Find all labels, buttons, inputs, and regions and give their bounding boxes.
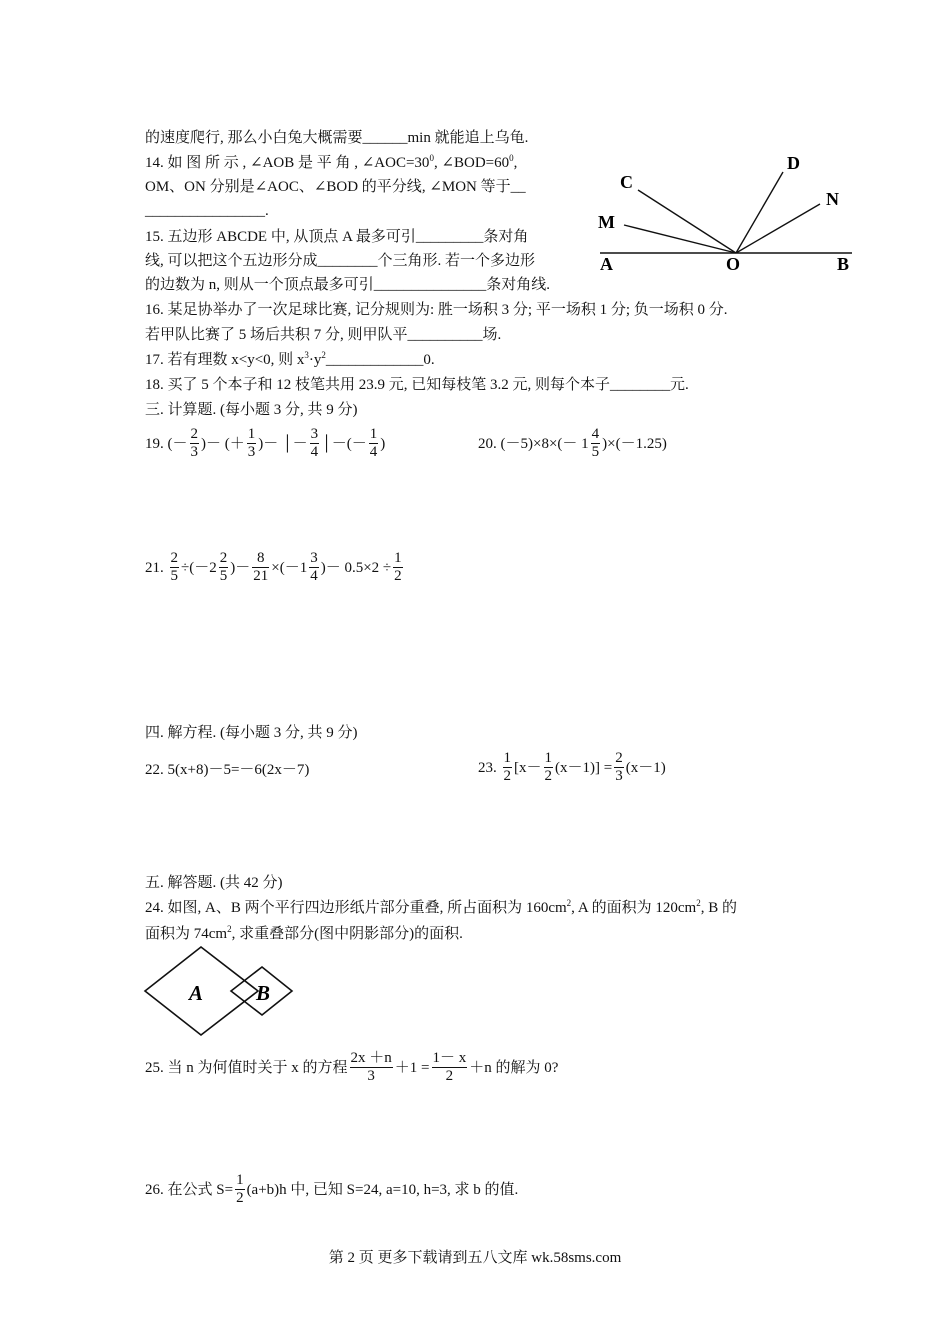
math-text: ÷(－2 [181, 559, 217, 576]
math-text: (x－1) [625, 759, 666, 776]
fraction [350, 1050, 393, 1085]
math-text: 2 [566, 898, 572, 908]
label-o: O [726, 254, 741, 274]
q15-line3: 的边数为 n, 则从一个顶点最多可引_______________条对角线. [145, 277, 551, 293]
math-text: 3 [304, 350, 309, 360]
fraction-denominator: 5 [219, 568, 228, 584]
fraction [170, 550, 180, 585]
fraction-denominator: 5 [591, 444, 600, 460]
math-text: 0 [509, 153, 514, 163]
math-text: 2 [696, 898, 701, 908]
fraction-numerator: 1－ x [432, 1050, 467, 1066]
label-c: C [620, 172, 633, 192]
fraction-numerator: 1 [394, 550, 402, 566]
fraction [591, 426, 601, 461]
math-text: ×(－1 [271, 559, 308, 576]
section-3-heading: 三. 计算题. (每小题 3 分, 共 9 分) [145, 402, 358, 418]
math-text: (－ [167, 435, 188, 452]
fraction-numerator: 2x ＋n [350, 1050, 392, 1066]
math-text: )－ 0.5×2 ÷ [320, 559, 392, 576]
text-run: 14. 如 图 所 示 , ∠AOB 是 平 角 , ∠AOC=30 [145, 155, 430, 171]
q13-tail: 的速度爬行, 那么小白兔大概需要______min 就能追上乌龟. [145, 130, 529, 146]
fraction-denominator: 2 [445, 1068, 454, 1084]
label-n: N [826, 189, 839, 209]
fraction-denominator: 2 [236, 1190, 244, 1206]
text-run: , B 的 [700, 900, 737, 916]
math-text: )－ │－ [258, 435, 308, 452]
fraction [369, 426, 379, 461]
q18: 18. 买了 5 个本子和 12 枝笔共用 23.9 元, 已知每枝笔 3.2 元, 则每个本子________元. [145, 377, 689, 393]
fraction [503, 750, 513, 785]
fraction-denominator: 4 [310, 444, 319, 460]
q23-expression [478, 750, 666, 785]
text-run: 面积为 74cm [145, 926, 228, 942]
ray-oc [638, 190, 736, 253]
fraction-numerator: 1 [369, 426, 378, 442]
q26-expression [145, 1172, 518, 1207]
fraction-numerator: 8 [252, 550, 269, 568]
fraction-numerator: 3 [310, 426, 319, 442]
q22: 22. 5(x+8)－5=－6(2x－7) [145, 762, 310, 778]
label-a: A [600, 254, 613, 274]
fraction-numerator: 2 [190, 426, 198, 442]
ray-od [736, 172, 783, 253]
fraction [247, 426, 257, 461]
q19-expression [145, 426, 385, 461]
math-text: 21. [145, 559, 164, 576]
fraction-numerator: 3 [310, 550, 318, 566]
page-footer: 第 2 页 更多下载请到五八文库 wk.58sms.com [328, 1250, 622, 1266]
fraction-numerator: 1 [236, 1172, 244, 1188]
parallelogram-figure [142, 945, 297, 1037]
fraction [544, 750, 554, 785]
math-text: )－ (＋ [201, 435, 245, 452]
math-text: 26. 在公式 S= [145, 1181, 234, 1198]
section-5-heading: 五. 解答题. (共 42 分) [145, 875, 283, 891]
fraction-numerator: 1 [544, 750, 552, 766]
fraction [614, 750, 624, 785]
fraction-numerator: 2 [219, 550, 228, 566]
math-text: 2 [227, 924, 232, 934]
math-text: ＋1 = [394, 1059, 430, 1076]
math-text: 20. (－5)×8×(－ 1 [478, 435, 589, 452]
q20-expression [478, 426, 667, 461]
text-run: 24. 如图, A、B 两个平行四边形纸片部分重叠, 所占面积为 160cm [145, 900, 567, 916]
fraction [432, 1050, 468, 1085]
q16-line1: 16. 某足协举办了一次足球比赛, 记分规则为: 胜一场积 3 分; 平一场积 1 分; 负一场积 0 分. [145, 302, 728, 318]
fraction-denominator: 3 [247, 444, 256, 460]
q21-expression [145, 550, 405, 585]
q15-line2: 线, 可以把这个五边形分成________个三角形. 若一个多边形 [145, 253, 536, 269]
fraction-denominator: 3 [615, 768, 623, 784]
label-b: B [837, 254, 850, 274]
angle-figure [596, 148, 858, 276]
text-run: , A 的面积为 120cm [571, 900, 697, 916]
text-run: , ∠BOD=60 [433, 155, 510, 171]
math-text: 25. 当 n 为何值时关于 x 的方程 [145, 1059, 348, 1076]
math-text: 23. [478, 759, 497, 776]
math-text: 2 [321, 350, 326, 360]
q14-line1 [145, 153, 517, 173]
label-a: A [189, 981, 204, 1005]
math-text: 19. [145, 435, 164, 452]
text-run: _____________0. [325, 352, 435, 368]
fraction-denominator: 3 [367, 1068, 375, 1084]
fraction-numerator: 2 [615, 750, 623, 766]
fraction [235, 1172, 245, 1207]
fraction [309, 550, 319, 585]
text-run: ·y [308, 352, 322, 368]
fraction-denominator: 21 [253, 568, 269, 584]
math-text: (a+b)h 中, 已知 S=24, a=10, h=3, 求 b 的值. [246, 1181, 519, 1198]
fraction-denominator: 2 [503, 768, 511, 784]
fraction-denominator: 2 [394, 568, 402, 584]
q15-line1: 15. 五边形 ABCDE 中, 从顶点 A 最多可引_________条对角 [145, 229, 529, 245]
q17 [145, 350, 435, 370]
q16-line2: 若甲队比赛了 5 场后共积 7 分, 则甲队平__________场. [145, 327, 502, 343]
fraction [252, 550, 269, 585]
q14-line3: ________________. [145, 203, 269, 219]
q24-line1 [145, 898, 737, 918]
fraction-denominator: 5 [170, 568, 178, 584]
fraction-denominator: 2 [544, 768, 552, 784]
section-4-heading: 四. 解方程. (每小题 3 分, 共 9 分) [145, 725, 358, 741]
text-run: , [513, 155, 518, 171]
math-text: ) [380, 435, 386, 452]
ray-om [624, 225, 736, 253]
q24-line2 [145, 924, 463, 944]
fraction [190, 426, 200, 461]
fraction [219, 550, 229, 585]
math-text: ＋n 的解为 0? [469, 1059, 559, 1076]
ray-on [736, 204, 820, 253]
label-m: M [598, 212, 615, 232]
fraction-numerator: 1 [247, 426, 256, 442]
fraction-numerator: 4 [591, 426, 600, 442]
text-run: , 求重叠部分(图中阴影部分)的面积. [231, 926, 463, 942]
q14-line2: OM、ON 分别是∠AOC、∠BOD 的平分线, ∠MON 等于__ [145, 179, 526, 195]
math-text: (x－1)] = [555, 759, 613, 776]
fraction-numerator: 2 [170, 550, 178, 566]
text-run: 17. 若有理数 x<y<0, 则 x [145, 352, 305, 368]
math-text: [x－ [514, 759, 542, 776]
math-text: )×(－1.25) [602, 435, 667, 452]
label-d: D [787, 153, 800, 173]
fraction-denominator: 4 [310, 568, 318, 584]
label-b: B [256, 981, 271, 1005]
fraction [393, 550, 403, 585]
fraction-numerator: 1 [503, 750, 511, 766]
q25-expression [145, 1050, 558, 1085]
math-text: )－ [230, 559, 251, 576]
fraction-denominator: 4 [369, 444, 378, 460]
math-text: │－(－ [321, 435, 367, 452]
math-text: 0 [429, 153, 434, 163]
fraction [310, 426, 320, 461]
fraction-denominator: 3 [190, 444, 198, 460]
